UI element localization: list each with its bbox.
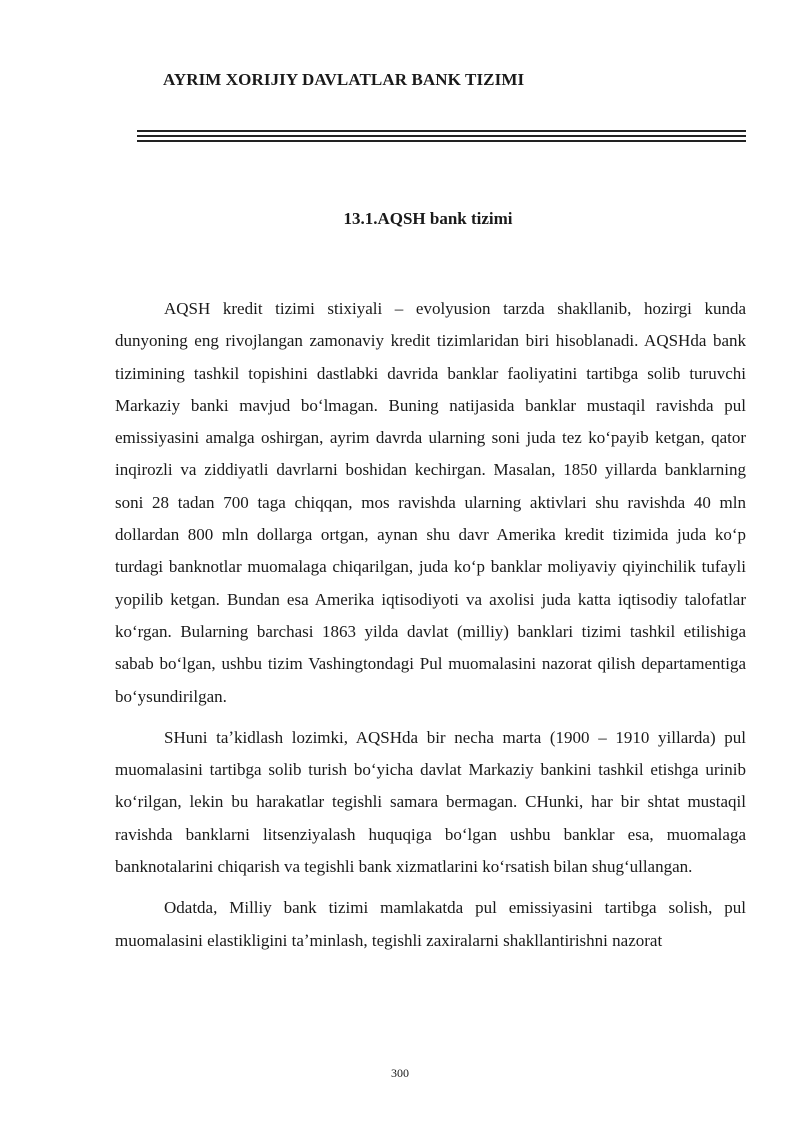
chapter-title: AYRIM XORIJIY DAVLATLAR BANK TIZIMI <box>163 70 525 89</box>
divider-line-bottom <box>137 140 746 142</box>
divider-line-middle <box>137 135 746 137</box>
paragraph-1: AQSH kredit tizimi stixiyali – evolyusion tarzda shakllanib, hozirgi kunda dunyoning eng rivojlangan zamonaviy kredit tizimlaridan biri hisoblanadi. AQSHda bank tizimining tashkil topishini dastlabki davrida banklar faoliyatini tartibga solib turuvchi Markaziy banki mavjud boʻlmagan. Buning natijasida banklar mustaqil ravishda pul emissiyasini amalga oshirgan, ayrim davrda ularning soni juda tez koʻpayib ketgan, qator inqirozli va ziddiyatli davrlarni boshidan kechirgan. Masalan, 1850 yillarda banklarning soni 28 tadan 700 taga chiqqan, mos ravishda ularning aktivlari shu ravishda 40 mln dollardan 800 mln dollarga ortgan, aynan shu davr Amerika kredit tizimida juda koʻp turdagi banknotlar muomalaga chiqarilgan, juda koʻp banklar moliyaviy qiyinchilik tufayli yopilib ketgan. Bundan esa Amerika iqtisodiyoti va axolisi juda katta iqtisodiy talofatlar koʻrgan. Bularning barchasi 1863 yilda davlat (milliy) banklari tizimi tashkil etilishiga sabab boʻlgan, ushbu tizim Vashingtondagi Pul muomalasini nazorat qilish departamentiga boʻysundirilgan. <box>115 299 746 706</box>
paragraph-2: SHuni taʼkidlash lozimki, AQSHda bir necha marta (1900 – 1910 yillarda) pul muomalasini tartibga solib turish boʻyicha davlat Markaziy bankini tashkil etishga urinib koʻrilgan, lekin bu harakatlar tegishli samara bermagan. CHunki, har bir shtat mustaqil ravishda banklarni litsenziyalash huquqiga boʻlgan ushbu banklar esa, muomalaga banknotalarini chiqarish va tegishli bank xizmatlarini koʻrsatish bilan shugʻullangan. <box>115 727 746 877</box>
header-divider <box>137 130 746 142</box>
body-text <box>115 293 746 966</box>
section-title: 13.1.AQSH bank tizimi <box>343 209 513 228</box>
paragraph-3: Odatda, Milliy bank tizimi mamlakatda pul emissiyasini tartibga solish, pul muomalasini elastikligini taʼminlash, tegishli zaxiralarni shakllantirishni nazorat <box>115 898 746 950</box>
divider-line-top <box>137 130 746 132</box>
page-number: 300 <box>391 1066 409 1080</box>
